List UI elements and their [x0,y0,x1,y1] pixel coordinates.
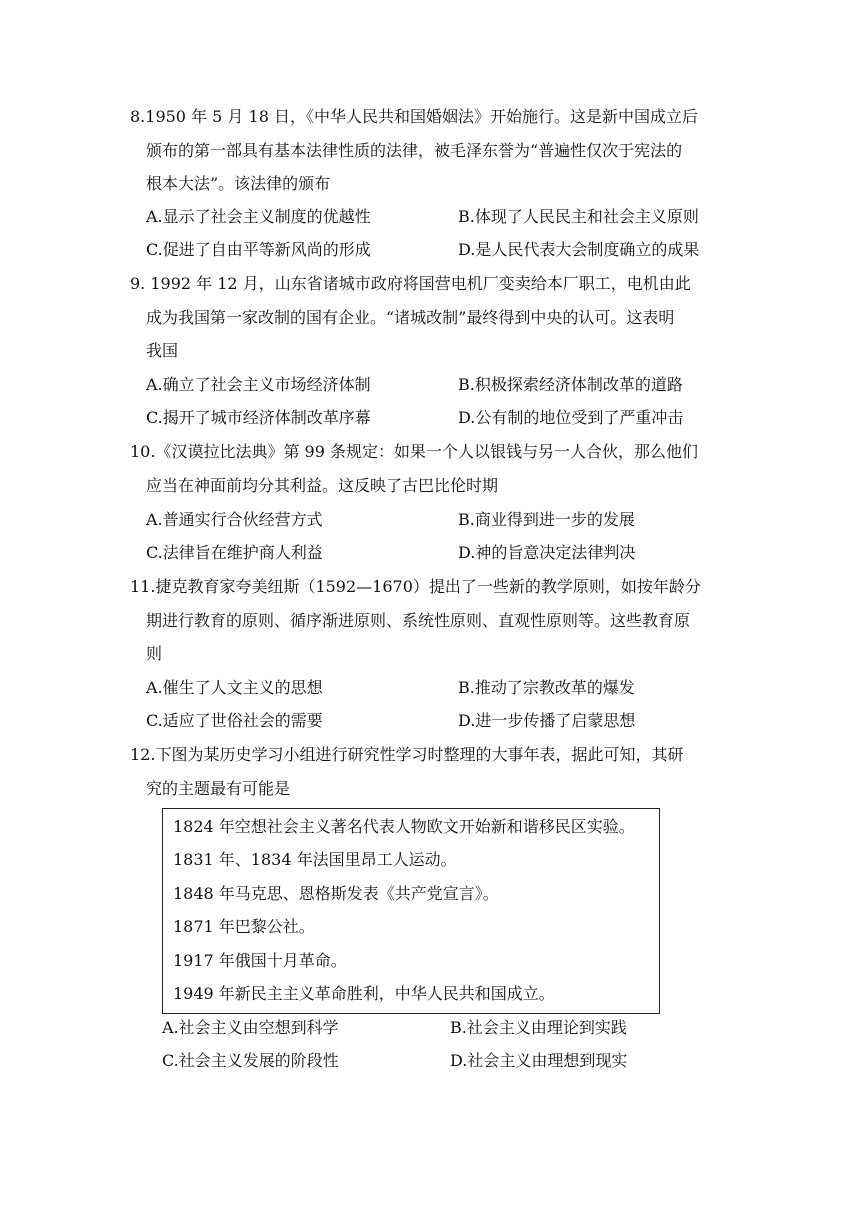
timeline-table [162,808,660,1014]
question-stem-line: 我国 [146,341,179,360]
question-stem-line: 颁布的第一部具有基本法律性质的法律，被毛泽东誉为“普遍性仅次于宪法的 [146,141,683,160]
question-stem-line: 应当在神面前均分其利益。这反映了古巴比伦时期 [146,476,499,495]
option-c[interactable]: C.促进了自由平等新风尚的形成 [146,240,371,259]
option-a[interactable]: A.显示了社会主义制度的优越性 [146,207,371,226]
question-stem-line: 则 [146,644,163,663]
option-d[interactable]: D.社会主义由理想到现实 [450,1051,628,1070]
option-a[interactable]: A.催生了人文主义的思想 [146,678,323,697]
option-b[interactable]: B.积极探索经济体制改革的道路 [458,375,683,394]
option-a[interactable]: A.社会主义由空想到科学 [162,1018,339,1037]
option-d[interactable]: D.进一步传播了启蒙思想 [458,711,636,730]
option-b[interactable]: B.社会主义由理论到实践 [450,1018,627,1037]
option-d[interactable]: D.是人民代表大会制度确立的成果 [458,240,700,259]
option-b[interactable]: B.推动了宗教改革的爆发 [458,678,635,697]
timeline-row: 1848 年马克思、恩格斯发表《共产党宣言》。 [173,884,499,903]
option-c[interactable]: C.揭开了城市经济体制改革序幕 [146,408,371,427]
question-stem-line: 究的主题最有可能是 [146,779,291,798]
question-stem-line: 12.下图为某历史学习小组进行研究性学习时整理的大事年表，据此可知，其研 [130,745,684,764]
question-stem-line: 根本大法”。该法律的颁布 [146,174,331,193]
option-b[interactable]: B.体现了人民民主和社会主义原则 [458,207,699,226]
question-stem-line: 9. 1992 年 12 月，山东省诸城市政府将国营电机厂变卖给本厂职工，电机由此 [130,274,691,293]
question-stem-line: 成为我国第一家改制的国有企业。“诸城改制”最终得到中央的认可。这表明 [146,308,675,327]
option-d[interactable]: D.公有制的地位受到了严重冲击 [458,408,684,427]
option-c[interactable]: C.适应了世俗社会的需要 [146,711,323,730]
question-stem-line: 8.1950 年 5 月 18 日，《中华人民共和国婚姻法》开始施行。这是新中国成立后 [130,107,698,126]
option-c[interactable]: C.法律旨在维护商人利益 [146,543,323,562]
question-stem-line: 11.捷克教育家夸美纽斯（1592—1670）提出了一些新的教学原则，如按年龄分 [130,577,701,596]
timeline-row: 1949 年新民主主义革命胜利，中华人民共和国成立。 [173,984,555,1003]
timeline-row: 1831 年、1834 年法国里昂工人运动。 [173,850,457,869]
timeline-row: 1917 年俄国十月革命。 [173,951,347,970]
timeline-row: 1871 年巴黎公社。 [173,917,315,936]
option-a[interactable]: A.普通实行合伙经营方式 [146,510,323,529]
question-stem-line: 10.《汉谟拉比法典》第 99 条规定：如果一个人以银钱与另一人合伙，那么他们 [130,442,698,461]
timeline-row: 1824 年空想社会主义著名代表人物欧文开始新和谐移民区实验。 [173,817,635,836]
option-c[interactable]: C.社会主义发展的阶段性 [162,1051,339,1070]
question-stem-line: 期进行教育的原则、循序渐进原则、系统性原则、直观性原则等。这些教育原 [146,611,691,630]
option-d[interactable]: D.神的旨意决定法律判决 [458,543,636,562]
option-b[interactable]: B.商业得到进一步的发展 [458,510,635,529]
option-a[interactable]: A.确立了社会主义市场经济体制 [146,375,371,394]
